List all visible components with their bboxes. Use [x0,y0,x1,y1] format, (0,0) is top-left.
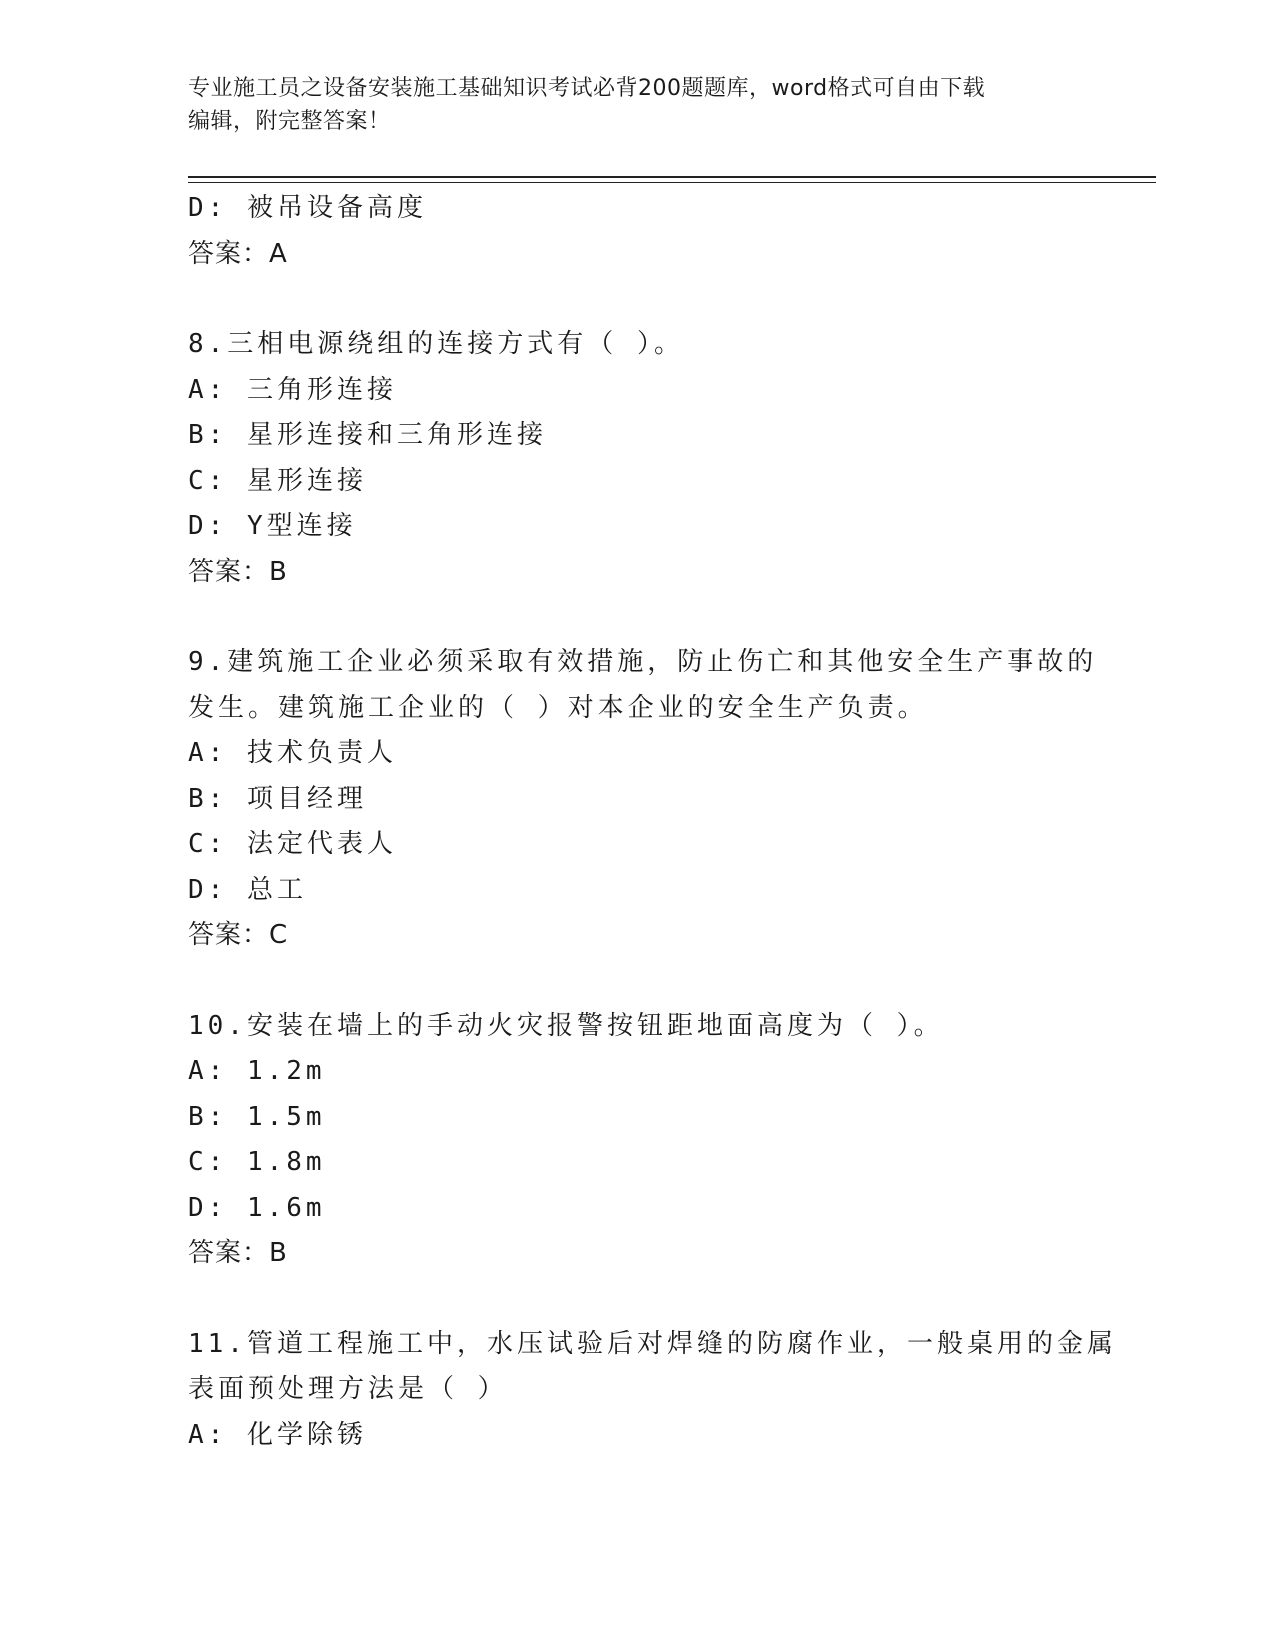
answer-line: 答案：B [188,556,288,587]
option-a: A: 化学除锈 [188,1419,367,1450]
option-a: A: 技术负责人 [188,738,397,768]
question-stem-line-2: 发生。建筑施工企业的（ ）对本企业的安全生产负责。 [188,692,928,723]
option-c: C: 法定代表人 [188,829,397,859]
answer-line: 答案：A [188,238,288,269]
question-stem: 8.三相电源绕组的连接方式有（ ）。 [188,329,684,359]
question-11 [188,1322,1117,1459]
option-c: C: 星形连接 [188,465,367,496]
header-rule-thin [188,182,1156,183]
header-line-2: 编辑，附完整答案！ [188,109,391,134]
option-b: B: 星形连接和三角形连接 [188,420,547,450]
question-stem-line-1: 9.建筑施工企业必须采取有效措施，防止伤亡和其他安全生产事故的 [188,647,1098,677]
answer-line: 答案：C [188,920,289,950]
question-stem-line-1: 11.管道工程施工中，水压试验后对焊缝的防腐作业，一般桌用的金属 [188,1328,1117,1359]
option-d: D: Y型连接 [188,511,357,541]
option-a: A: 三角形连接 [188,374,397,405]
option-d: D: 被吊设备高度 [188,193,427,223]
option-c: C: 1.8m [188,1147,326,1177]
header-line-1: 专业施工员之设备安装施工基础知识考试必背200题题库，word格式可自由下载 [188,76,986,101]
header-rule-thick [188,176,1156,178]
question-stem-line-2: 表面预处理方法是（ ） [188,1374,508,1404]
answer-line: 答案：B [188,1238,288,1268]
question-list [188,186,1117,1458]
question-stem: 10.安装在墙上的手动火灾报警按钮距地面高度为（ ）。 [188,1010,944,1041]
option-b: B: 项目经理 [188,783,367,814]
question-9 [188,640,1098,959]
previous-question-fragment [188,186,1088,277]
option-d: D: 总工 [188,874,307,905]
option-b: B: 1.5m [188,1101,326,1132]
question-10 [188,1004,1088,1277]
option-a: A: 1.2m [188,1056,326,1086]
option-d: D: 1.6m [188,1192,326,1223]
document-header [188,72,1068,138]
question-8 [188,322,1088,595]
